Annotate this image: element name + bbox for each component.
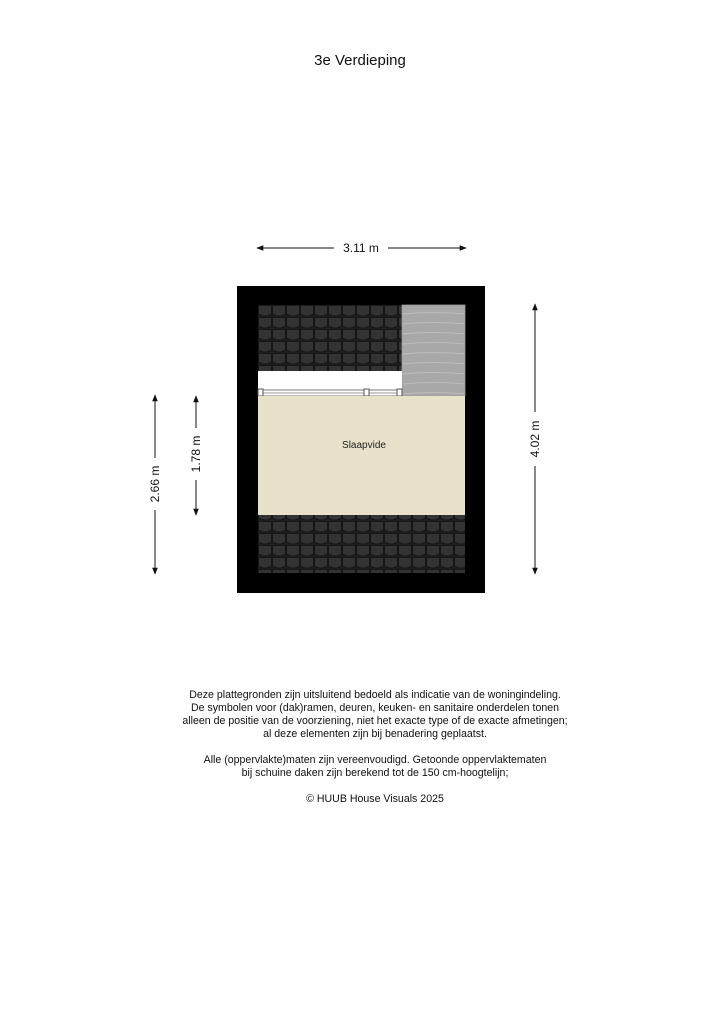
- dim-label-height-left-inner: 1.78 m: [189, 435, 203, 473]
- floor-title: 3e Verdieping: [314, 52, 406, 69]
- dim-label-height-right: 4.02 m: [528, 420, 542, 458]
- railing-post-mid: [364, 389, 369, 396]
- room-label-slaapvide: Slaapvide: [342, 440, 386, 451]
- dim-label-width: 3.11 m: [343, 241, 379, 255]
- open-void: [258, 371, 402, 390]
- room-slaapvide: [258, 396, 465, 515]
- disclaimer-line: bij schuine daken zijn berekend tot de 150 cm-hoogtelijn;: [241, 767, 509, 779]
- roof-tiles-top: [258, 305, 402, 371]
- copyright: © HUUB House Visuals 2025: [306, 793, 444, 805]
- dim-label-height-left-outer: 2.66 m: [148, 465, 162, 503]
- disclaimer-line: De symbolen voor (dak)ramen, deuren, keuken- en sanitaire onderdelen tonen: [190, 702, 560, 714]
- disclaimer-line: Alle (oppervlakte)maten zijn vereenvoudigd. Getoonde oppervlaktematen: [203, 754, 547, 766]
- disclaimer-line: al deze elementen zijn bij benadering geplaatst.: [263, 728, 487, 740]
- disclaimer-line: Deze plattegronden zijn uitsluitend bedoeld als indicatie van de woningindeling.: [189, 689, 561, 701]
- railing-post-left: [258, 389, 263, 396]
- roof-tiles-bottom: [258, 515, 465, 573]
- railing-post-right: [397, 389, 402, 396]
- stair: [402, 305, 465, 396]
- disclaimer-line: alleen de positie van de voorziening, niet het exacte type of de exacte afmetingen;: [182, 715, 568, 727]
- disclaimer: [100, 689, 650, 806]
